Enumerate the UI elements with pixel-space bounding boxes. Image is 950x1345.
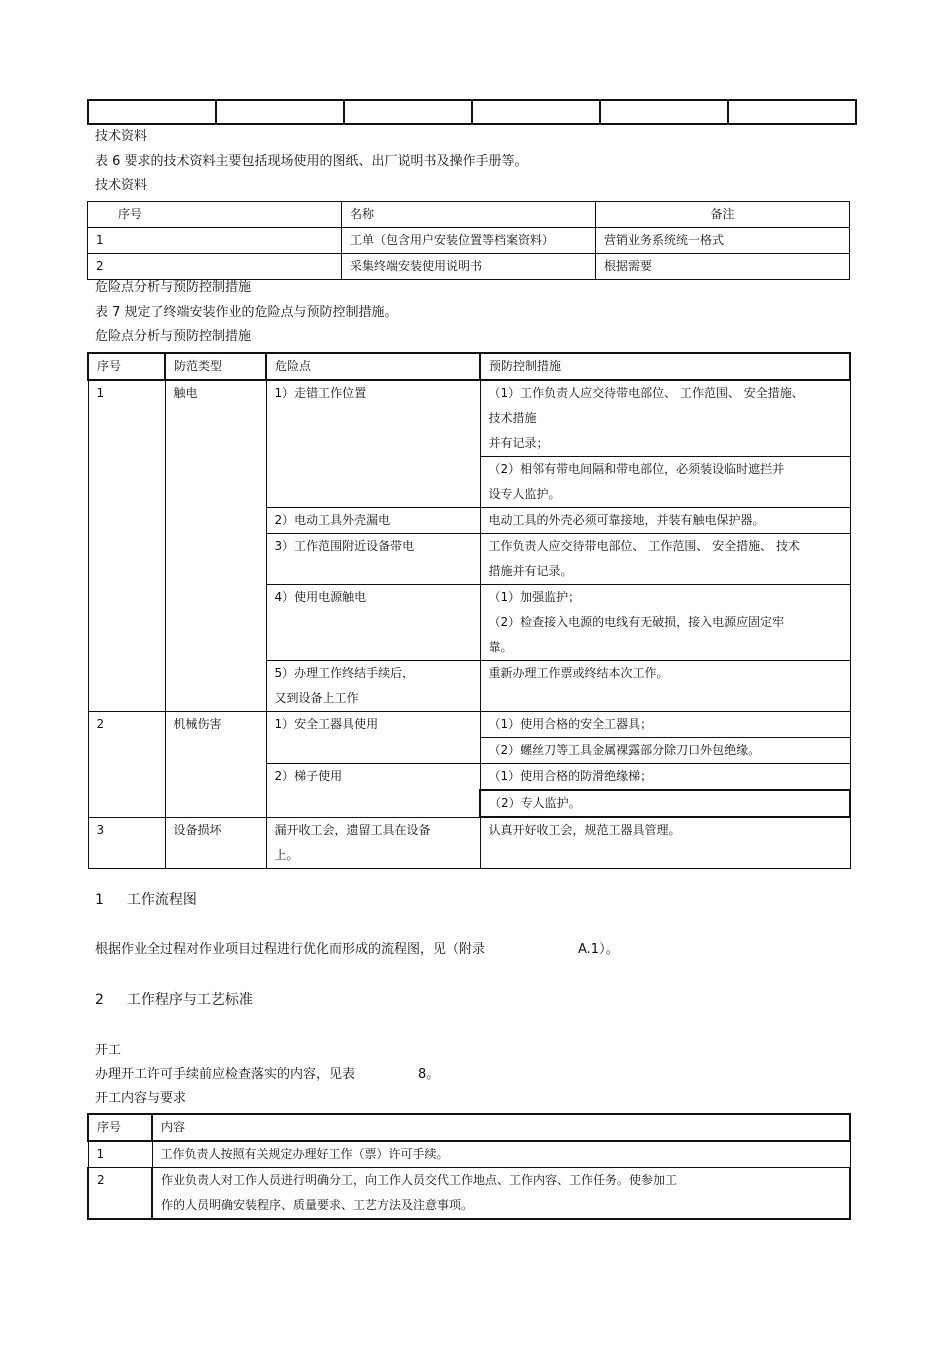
section1-heading [95,891,197,909]
section1-num: 1 [95,892,104,908]
risk-measure: （2）螺丝刀等工具金属裸露部分除刀口外包绝缘。 [480,738,850,764]
risk-point: 漏开收工会，遗留工具在设备 上。 [266,817,480,868]
risk-group-type: 机械伤害 [165,712,266,818]
section2-title: 工作程序与工艺标准 [126,992,253,1008]
start-row-content: 作业负责人对工作人员进行明确分工，向工作人员交代工作地点、工作内容、工作任务。使参加工 作的人员明确安装程序、质量要求、工艺方法及注意事项。 [152,1168,850,1220]
start-table [87,1113,851,1220]
risk-col-measure: 预防控制措施 [480,353,850,380]
risk-caption: 危险点分析与预防控制措施 [95,329,252,344]
risk-group-no: 2 [88,712,165,818]
risk-point: 5）办理工作终结手续后， 又到设备上工作 [266,661,480,712]
risk-measure: （1）加强监护； （2）检查接入电源的电线有无破损，接入电源应固定牢 靠。 [480,585,850,661]
risk-group-type: 设备损坏 [165,817,266,868]
start-caption: 开工内容与要求 [95,1091,187,1106]
top-table-cell [344,100,472,124]
risk-measure: （1）使用合格的安全工器具； [480,712,850,738]
tech-row-name: 工单（包含用户安装位置等档案资料） [342,228,596,254]
risk-measure: （2）相邻有带电间隔和带电部位，必须装设临时遮拦并 设专人监护。 [480,457,850,508]
start-col-no: 序号 [88,1114,152,1141]
tech-table [87,201,850,280]
start-text: 办理开工许可手续前应检查落实的内容，见表 [95,1067,356,1082]
risk-point: 2）梯子使用 [266,764,480,818]
start-heading: 开工 [95,1043,122,1058]
tech-caption: 技术资料 [95,178,148,193]
risk-group-type: 触电 [165,380,266,712]
start-row-content: 工作负责人按照有关规定办理好工作（票）许可手续。 [152,1141,850,1168]
start-row-no: 2 [88,1168,152,1220]
tech-row-no: 2 [88,254,342,280]
risk-measure: （2）专人监护。 [480,790,850,817]
risk-point: 1）安全工器具使用 [266,712,480,764]
tech-col-remark: 备注 [596,202,850,228]
top-table-cell [600,100,728,124]
start-row-no: 1 [88,1141,152,1168]
risk-point: 4）使用电源触电 [266,585,480,661]
tech-row-remark: 营销业务系统统一格式 [596,228,850,254]
risk-col-point: 危险点 [266,353,480,380]
tech-intro: 表 6 要求的技术资料主要包括现场使用的图纸、出厂说明书及操作手册等。 [95,154,528,169]
risk-measure: 认真开好收工会，规范工器具管理。 [480,817,850,868]
top-table-cell [88,100,216,124]
top-table-cell [472,100,600,124]
risk-intro: 表 7 规定了终端安装作业的危险点与预防控制措施。 [95,305,398,320]
start-col-content: 内容 [152,1114,850,1141]
risk-measure: （1）使用合格的防滑绝缘梯； [480,764,850,791]
risk-point: 3）工作范围附近设备带电 [266,534,480,585]
tech-row-remark: 根据需要 [596,254,850,280]
risk-point: 1）走错工作位置 [266,380,480,508]
risk-col-no: 序号 [88,353,165,380]
section2-num: 2 [95,992,104,1008]
risk-group-no: 1 [88,380,165,712]
risk-heading: 危险点分析与预防控制措施 [95,280,252,295]
risk-point: 2）电动工具外壳漏电 [266,508,480,534]
top-table-cell [728,100,856,124]
tech-col-no: 序号 [88,202,342,228]
risk-measure: （1）工作负责人应交待带电部位、 工作范围、 安全措施、 技术措施 并有记录； [480,380,850,457]
risk-measure: 重新办理工作票或终结本次工作。 [480,661,850,712]
risk-group-no: 3 [88,817,165,868]
tech-row-no: 1 [88,228,342,254]
section2-heading [95,991,253,1009]
tech-row-name: 采集终端安装使用说明书 [342,254,596,280]
tech-heading: 技术资料 [95,129,148,144]
risk-measure: 工作负责人应交待带电部位、 工作范围、 安全措施、 技术 措施并有记录。 [480,534,850,585]
start-ref: 8。 [418,1067,440,1082]
top-table-fragment [87,99,857,125]
risk-col-type: 防范类型 [165,353,266,380]
risk-table [87,352,851,869]
risk-measure: 电动工具的外壳必须可靠接地，并装有触电保护器。 [480,508,850,534]
section1-ref: A.1）。 [578,942,619,957]
section1-text: 根据作业全过程对作业项目过程进行优化而形成的流程图，见（附录 [95,942,486,957]
tech-col-name: 名称 [342,202,596,228]
top-table-cell [216,100,344,124]
section1-title: 工作流程图 [126,892,197,908]
